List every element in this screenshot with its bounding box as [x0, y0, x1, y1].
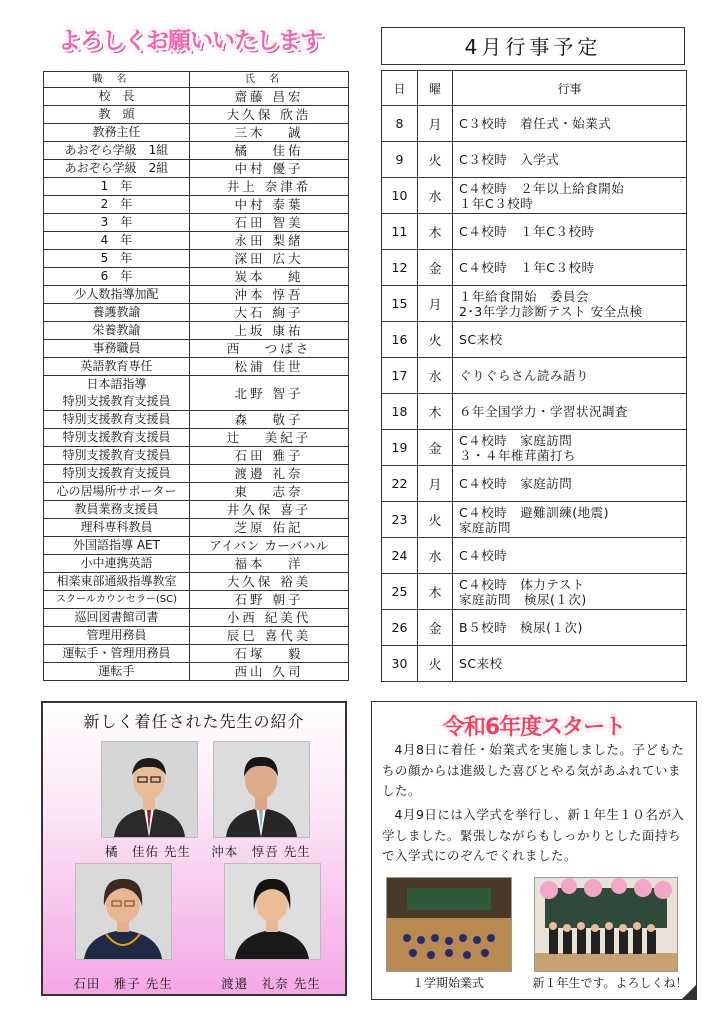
staff-role: 校 長	[44, 88, 190, 106]
teacher-name: 渡邉 礼奈 先生	[221, 976, 321, 991]
schedule-day: 26	[382, 610, 418, 646]
staff-row	[44, 88, 349, 106]
schedule-day: 8	[382, 106, 418, 142]
schedule-event: C４校時 体力テスト 家庭訪問 検尿(１次)	[453, 574, 687, 610]
staff-role: 理科専科教員	[44, 519, 190, 537]
staff-role: 4 年	[44, 232, 190, 250]
schedule-event: SC来校	[453, 646, 687, 682]
schedule-row	[382, 538, 687, 574]
teacher-photo	[101, 741, 198, 838]
staff-role: 5 年	[44, 250, 190, 268]
staff-row	[44, 178, 349, 196]
staff-row	[44, 304, 349, 322]
schedule-row	[382, 646, 687, 682]
schedule-event: B５校時 検尿(１次)	[453, 610, 687, 646]
staff-role: 養護教諭	[44, 304, 190, 322]
staff-role: 英語教育専任	[44, 358, 190, 376]
staff-role: あおぞら学級 2組	[44, 160, 190, 178]
staff-role: 心の居場所サポーター	[44, 483, 190, 501]
staff-role: 栄養教諭	[44, 322, 190, 340]
staff-row	[44, 106, 349, 124]
schedule-event: C４校時 １年C３校時	[453, 214, 687, 250]
staff-name: 大石 絢子	[190, 304, 349, 322]
schedule-event: C３校時 着任式・始業式	[453, 106, 687, 142]
teacher-photo	[224, 863, 321, 960]
schedule-day: 24	[382, 538, 418, 574]
start-paragraph: 4月8日に着任・始業式を実施しました。子どもたちの顔からは進級した喜びとやる気があふれていました。	[382, 742, 685, 798]
schedule-row	[382, 574, 687, 610]
staff-role: 2 年	[44, 196, 190, 214]
schedule-dow: 月	[418, 466, 453, 502]
staff-role: スクールカウンセラー(SC)	[44, 591, 190, 609]
staff-role: あおぞら学級 1組	[44, 142, 190, 160]
staff-name: 北野 智子	[190, 376, 349, 411]
staff-name: 井上 奈津希	[190, 178, 349, 196]
schedule-row	[382, 466, 687, 502]
schedule-day: 11	[382, 214, 418, 250]
start-heading: 令和6年度スタート	[442, 715, 626, 740]
staff-role: 事務職員	[44, 340, 190, 358]
schedule-row	[382, 286, 687, 322]
staff-row	[44, 501, 349, 519]
staff-row	[44, 519, 349, 537]
staff-row	[44, 322, 349, 340]
staff-row	[44, 376, 349, 411]
staff-role: 日本語指導 特別支援教育支援員	[44, 376, 190, 411]
schedule-dow: 火	[418, 646, 453, 682]
staff-role: 教員業務支援員	[44, 501, 190, 519]
staff-name: 大久保 欣浩	[190, 106, 349, 124]
staff-role: 特別支援教育支援員	[44, 429, 190, 447]
staff-row	[44, 286, 349, 304]
schedule-day: 18	[382, 394, 418, 430]
schedule-table	[381, 70, 687, 682]
staff-row	[44, 663, 349, 681]
staff-name: 辰巳 喜代美	[190, 627, 349, 645]
schedule-row	[382, 430, 687, 466]
schedule-day: 17	[382, 358, 418, 394]
staff-row	[44, 537, 349, 555]
schedule-day: 16	[382, 322, 418, 358]
schedule-event: C４校時 避難訓練(地震) 家庭訪問	[453, 502, 687, 538]
staff-name: 西 つばさ	[190, 340, 349, 358]
schedule-day: 19	[382, 430, 418, 466]
staff-row	[44, 573, 349, 591]
staff-role: 特別支援教育支援員	[44, 447, 190, 465]
schedule-event: C４校時 １年C３校時	[453, 250, 687, 286]
schedule-row	[382, 394, 687, 430]
staff-role: 運転手・管理用務員	[44, 645, 190, 663]
staff-name: 渡邉 礼奈	[190, 465, 349, 483]
staff-name: 三木 誠	[190, 124, 349, 142]
staff-role: 相楽東部通級指導教室	[44, 573, 190, 591]
staff-row	[44, 160, 349, 178]
teacher-name: 石田 雅子 先生	[73, 976, 173, 991]
staff-role: 特別支援教育支援員	[44, 465, 190, 483]
schedule-event: C４校時 ２年以上給食開始 １年C３校時	[453, 178, 687, 214]
staff-name: 石野 朝子	[190, 591, 349, 609]
teacher-name: 沖本 惇吾 先生	[211, 844, 311, 859]
staff-body	[44, 88, 349, 681]
staff-name: 石田 智美	[190, 214, 349, 232]
photo-caption: 新１年生です。よろしくね！	[532, 976, 688, 990]
new-teachers-panel	[41, 701, 347, 996]
schedule-event: C４校時	[453, 538, 687, 574]
staff-row	[44, 555, 349, 573]
staff-row	[44, 196, 349, 214]
schedule-dow: 水	[418, 538, 453, 574]
schedule-dow: 木	[418, 394, 453, 430]
staff-role: 運転手	[44, 663, 190, 681]
staff-row	[44, 591, 349, 609]
staff-name: 永田 梨緒	[190, 232, 349, 250]
staff-name: 芝原 佑記	[190, 519, 349, 537]
staff-name: 西山 久司	[190, 663, 349, 681]
schedule-event: C３校時 入学式	[453, 142, 687, 178]
staff-name: 齋藤 昌宏	[190, 88, 349, 106]
schedule-dow: 水	[418, 358, 453, 394]
staff-name: 中村 優子	[190, 160, 349, 178]
staff-role: 1 年	[44, 178, 190, 196]
staff-name: 井久保 喜子	[190, 501, 349, 519]
schedule-day: 12	[382, 250, 418, 286]
schedule-row	[382, 250, 687, 286]
staff-col-name: 氏名	[190, 72, 349, 88]
schedule-event: C４校時 家庭訪問 ３・４年椎茸菌打ち	[453, 430, 687, 466]
schedule-event: C４校時 家庭訪問	[453, 466, 687, 502]
staff-name: 炭本 純	[190, 268, 349, 286]
staff-role: 管理用務員	[44, 627, 190, 645]
schedule-day: 30	[382, 646, 418, 682]
staff-row	[44, 268, 349, 286]
staff-name: 福本 洋	[190, 555, 349, 573]
staff-name: 大久保 裕美	[190, 573, 349, 591]
staff-row	[44, 429, 349, 447]
staff-role: 小中連携英語	[44, 555, 190, 573]
staff-row	[44, 142, 349, 160]
staff-row	[44, 232, 349, 250]
staff-header-row	[44, 72, 349, 88]
page-fold-corner	[682, 985, 696, 999]
schedule-dow: 金	[418, 250, 453, 286]
schedule-dow: 水	[418, 178, 453, 214]
schedule-dow: 月	[418, 106, 453, 142]
schedule-dow: 木	[418, 214, 453, 250]
staff-row	[44, 411, 349, 429]
staff-name: 松浦 佳世	[190, 358, 349, 376]
staff-role: 特別支援教育支援員	[44, 411, 190, 429]
staff-role: 教務主任	[44, 124, 190, 142]
opening-ceremony-photo	[386, 877, 512, 972]
staff-name: 橘 佳佑	[190, 142, 349, 160]
schedule-col-event: 行事	[453, 71, 687, 106]
teacher-photo	[213, 741, 310, 838]
staff-name: 辻 美紀子	[190, 429, 349, 447]
staff-role: 教 頭	[44, 106, 190, 124]
staff-role: 巡回図書館司書	[44, 609, 190, 627]
schedule-dow: 火	[418, 142, 453, 178]
schedule-dow: 金	[418, 430, 453, 466]
schedule-title: 4月行事予定	[381, 27, 685, 65]
schedule-col-dow: 曜	[418, 71, 453, 106]
schedule-event: ６年全国学力・学習状況調査	[453, 394, 687, 430]
schedule-row	[382, 106, 687, 142]
staff-name: 上坂 康祐	[190, 322, 349, 340]
teacher-photo	[75, 863, 172, 960]
staff-table	[43, 71, 349, 681]
schedule-day: 10	[382, 178, 418, 214]
staff-row	[44, 124, 349, 142]
staff-name: 小西 紀美代	[190, 609, 349, 627]
teacher-name: 橘 佳佑 先生	[105, 844, 191, 859]
schedule-row	[382, 322, 687, 358]
staff-row	[44, 627, 349, 645]
schedule-dow: 金	[418, 610, 453, 646]
staff-row	[44, 447, 349, 465]
schedule-dow: 火	[418, 322, 453, 358]
schedule-row	[382, 358, 687, 394]
staff-role: 少人数指導加配	[44, 286, 190, 304]
new-teachers-heading: 新しく着任された先生の紹介	[83, 712, 305, 731]
schedule-row	[382, 142, 687, 178]
schedule-row	[382, 502, 687, 538]
schedule-dow: 火	[418, 502, 453, 538]
schedule-dow: 月	[418, 286, 453, 322]
staff-name: 沖本 惇吾	[190, 286, 349, 304]
schedule-event: SC来校	[453, 322, 687, 358]
staff-row	[44, 609, 349, 627]
staff-role: 6 年	[44, 268, 190, 286]
schedule-header-row	[382, 71, 687, 106]
staff-row	[44, 465, 349, 483]
staff-row	[44, 340, 349, 358]
schedule-event: ぐりぐらさん読み語り	[453, 358, 687, 394]
staff-row	[44, 483, 349, 501]
staff-role: 3 年	[44, 214, 190, 232]
schedule-day: 9	[382, 142, 418, 178]
schedule-row	[382, 214, 687, 250]
staff-role: 外国語指導 AET	[44, 537, 190, 555]
schedule-day: 15	[382, 286, 418, 322]
staff-name: 石田 雅子	[190, 447, 349, 465]
staff-name: 石塚 毅	[190, 645, 349, 663]
photo-caption: １学期始業式	[411, 976, 484, 990]
staff-row	[44, 358, 349, 376]
schedule-dow: 木	[418, 574, 453, 610]
start-paragraph: 4月9日には入学式を挙行し、新１年生１０名が入学しました。緊張しながらもしっかりとした面持ちで入学式にのぞんでくれました。	[382, 807, 685, 863]
schedule-event: １年給食開始 委員会 2･3年学力診断テスト 安全点検	[453, 286, 687, 322]
new-first-graders-photo	[534, 877, 678, 972]
school-year-start-panel	[371, 701, 697, 1000]
staff-name: 中村 泰葉	[190, 196, 349, 214]
schedule-day: 25	[382, 574, 418, 610]
schedule-day: 23	[382, 502, 418, 538]
schedule-col-day: 日	[382, 71, 418, 106]
staff-col-role: 職名	[44, 72, 190, 88]
staff-row	[44, 214, 349, 232]
staff-name: 東 志奈	[190, 483, 349, 501]
staff-name: 森 敬子	[190, 411, 349, 429]
staff-row	[44, 645, 349, 663]
schedule-body	[382, 106, 687, 682]
staff-row	[44, 250, 349, 268]
staff-name: アイバン カーバハル	[190, 537, 349, 555]
schedule-day: 22	[382, 466, 418, 502]
schedule-row	[382, 178, 687, 214]
staff-title: よろしくお願いいたします	[58, 28, 322, 54]
schedule-row	[382, 610, 687, 646]
staff-name: 深田 広大	[190, 250, 349, 268]
